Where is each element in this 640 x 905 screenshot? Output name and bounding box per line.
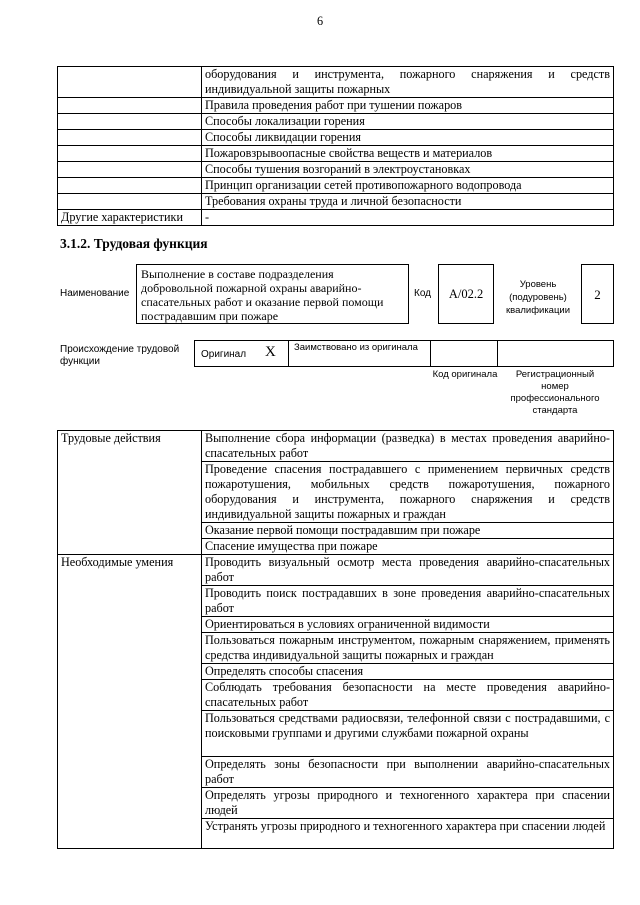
origin-box <box>194 340 614 367</box>
skill-item: Устранять угрозы природного и техногенного характера при спасении людей <box>202 819 614 849</box>
labor-action-item: Проведение спасения пострадавшего с применением первичных средств пожаротушения, мобильных средств пожаротушения, пожарного оборудования и инструмента, пожарного снаряжения и средств индивидуальной защиты пожарных и граждан <box>202 462 614 523</box>
skill-item: Проводить поиск пострадавших в зоне проведения аварийно-спасательных работ <box>202 586 614 617</box>
top-table-row: Правила проведения работ при тушении пожаров <box>202 98 614 114</box>
main-table <box>57 430 614 849</box>
other-characteristics-value: - <box>202 210 614 226</box>
name-label: Наименование <box>60 288 130 299</box>
level-label: Уровень (подуровень) квалификации <box>505 279 571 316</box>
other-characteristics-label: Другие характеристики <box>58 210 202 226</box>
original-label: Оригинал <box>201 349 247 360</box>
top-table <box>57 66 614 226</box>
skill-item: Пользоваться средствами радиосвязи, телефонной связи с пострадавшими, с поисковыми группами и другими службами пожарной охраны <box>202 711 614 757</box>
skill-item: Определять способы спасения <box>202 664 614 680</box>
skill-item: Пользоваться пожарным инструментом, пожарным снаряжением, применять средства индивидуальной защиты пожарных и граждан <box>202 633 614 664</box>
section-title: 3.1.2. Трудовая функция <box>60 236 208 251</box>
registration-caption: Регистрационный номер профессионального стандарта <box>510 369 600 416</box>
labor-action-item: Оказание первой помощи пострадавшим при пожаре <box>202 523 614 539</box>
skill-item: Определять зоны безопасности при выполнении аварийно-спасательных работ <box>202 757 614 788</box>
labor-actions-label: Трудовые действия <box>58 431 202 555</box>
top-table-row: Способы тушения возгораний в электроустановках <box>202 162 614 178</box>
code-label: Код <box>414 288 432 299</box>
original-mark: X <box>265 344 276 360</box>
top-table-row: Пожаровзрывоопасные свойства веществ и материалов <box>202 146 614 162</box>
code-value: А/02.2 <box>438 264 494 324</box>
top-table-row: Способы ликвидации горения <box>202 130 614 146</box>
skill-item: Соблюдать требования безопасности на месте проведения аварийно-спасательных работ <box>202 680 614 711</box>
code-original-caption: Код оригинала <box>432 369 498 380</box>
labor-action-item: Выполнение сбора информации (разведка) в местах проведения аварийно-спасательных работ <box>202 431 614 462</box>
function-name: Выполнение в составе подразделения добровольной пожарной охраны аварийно-спасательных работ и оказание первой помощи пострадавшим при пожаре <box>136 264 409 324</box>
level-value: 2 <box>581 264 614 324</box>
top-table-row: Способы локализации горения <box>202 114 614 130</box>
top-table-row: Требования охраны труда и личной безопасности <box>202 194 614 210</box>
labor-action-item: Спасение имущества при пожаре <box>202 539 614 555</box>
top-table-row: Принцип организации сетей противопожарного водопровода <box>202 178 614 194</box>
skill-item: Определять угрозы природного и техногенного характера при спасении людей <box>202 788 614 819</box>
top-table-row: оборудования и инструмента, пожарного снаряжения и средств индивидуальной защиты пожарных <box>202 67 614 98</box>
skills-label: Необходимые умения <box>58 555 202 849</box>
page-number: 6 <box>316 14 324 28</box>
origin-label: Происхождение трудовой функции <box>60 344 180 367</box>
skill-item: Ориентироваться в условиях ограниченной видимости <box>202 617 614 633</box>
borrowed-label: Заимствовано из оригинала <box>294 342 418 353</box>
skill-item: Проводить визуальный осмотр места проведения аварийно-спасательных работ <box>202 555 614 586</box>
top-table-label-cell <box>58 67 202 98</box>
